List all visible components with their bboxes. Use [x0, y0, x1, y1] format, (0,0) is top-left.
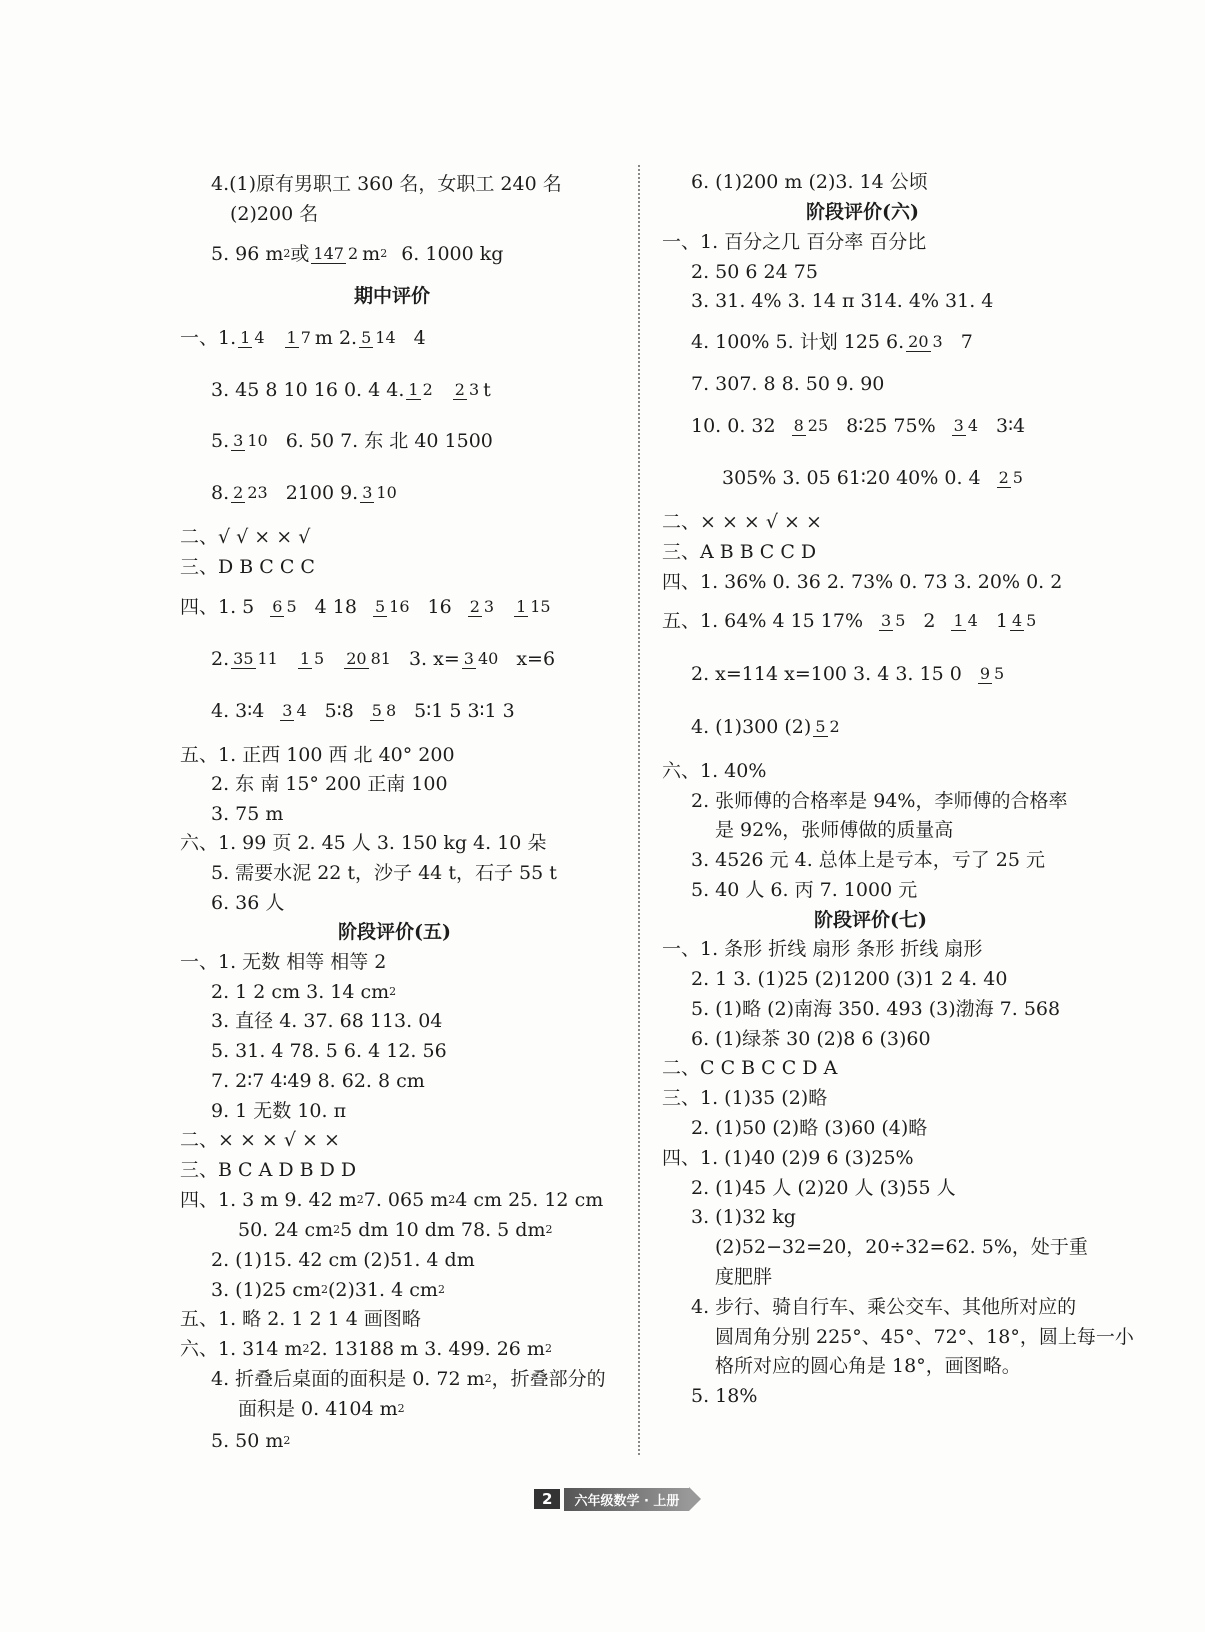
- answer-line: 2. (1)50 (2)略 (3)60 (4)略: [691, 1117, 928, 1139]
- answer-line: 8. 2 23 2100 9. 3 10: [211, 482, 397, 504]
- answer-line: 50. 24 cm 2 5 dm 10 dm 78. 5 dm 2: [238, 1219, 553, 1241]
- answer-line: 一、1. 百分之几 百分率 百分比: [662, 231, 927, 253]
- page-number: 2: [534, 1489, 560, 1509]
- answer-line: 三、D B C C C: [180, 556, 315, 578]
- answer-line: 五、1. 正西 100 西 北 40° 200: [180, 744, 455, 766]
- answer-line: 六、1. 99 页 2. 45 人 3. 150 kg 4. 10 朵: [180, 832, 547, 854]
- book-title: 六年级数学 · 上册: [564, 1488, 689, 1511]
- answer-line: 3. 4526 元 4. 总体上是亏本，亏了 25 元: [691, 849, 1046, 871]
- section-title: 阶段评价(七): [814, 909, 927, 931]
- page-footer: [534, 1487, 744, 1511]
- answer-line: 四、1. 3 m 9. 42 m 2 7. 065 m 2 4 cm 25. 12 cm: [180, 1189, 604, 1211]
- answer-line: 一、1. 无数 相等 相等 2: [180, 951, 387, 973]
- answer-line: 三、B C A D B D D: [180, 1159, 357, 1181]
- answer-line: 三、1. (1)35 (2)略: [662, 1087, 828, 1109]
- answer-line: 2. (1)45 人 (2)20 人 (3)55 人: [691, 1177, 956, 1199]
- answer-line: 5. 需要水泥 22 t，沙子 44 t，石子 55 t: [211, 862, 557, 884]
- column-divider: [638, 165, 640, 1455]
- answer-line: 5. 40 人 6. 丙 7. 1000 元: [691, 879, 918, 901]
- answer-line: 度肥胖: [715, 1266, 773, 1288]
- answer-line: 是 92%，张师傅做的质量高: [715, 819, 954, 841]
- answer-line: (2)200 名: [230, 203, 319, 225]
- answer-line: 4.(1)原有男职工 360 名，女职工 240 名: [211, 173, 562, 195]
- answer-line: 2. 1 2 cm 3. 14 cm 2: [211, 981, 397, 1003]
- answer-line: 三、A B B C C D: [662, 541, 817, 563]
- answer-line: 2. 东 南 15° 200 正南 100: [211, 773, 448, 795]
- answer-line: 9. 1 无数 10. π: [211, 1100, 347, 1122]
- answer-line: 4. 折叠后桌面的面积是 0. 72 m 2 ，折叠部分的: [211, 1368, 606, 1390]
- answer-line: 3. (1)32 kg: [691, 1206, 796, 1228]
- answer-line: 面积是 0. 4104 m 2: [238, 1398, 405, 1420]
- answer-line: 7. 2∶7 4∶49 8. 62. 8 cm: [211, 1070, 425, 1092]
- answer-line: 5. 31. 4 78. 5 6. 4 12. 56: [211, 1040, 447, 1062]
- answer-line: 2. (1)15. 42 cm (2)51. 4 dm: [211, 1249, 475, 1271]
- answer-line: 305% 3. 05 61∶20 40% 0. 4 2 5: [722, 467, 1023, 489]
- answer-line: 2. 35 11 1 5 20 81 3. x= 3 40 x=6: [211, 648, 556, 670]
- section-title: 阶段评价(六): [806, 201, 919, 223]
- answer-line: 5. 3 10 6. 50 7. 东 北 40 1500: [211, 430, 493, 452]
- answer-line: 圆周角分别 225°、45°、72°、18°，圆上每一小: [715, 1326, 1134, 1348]
- answer-line: 二、C C B C C D A: [662, 1057, 838, 1079]
- answer-line: 3. 45 8 10 16 0. 4 4. 1 2 2 3 t: [211, 379, 491, 401]
- answer-line: 5. 18%: [691, 1385, 758, 1407]
- answer-line: 2. 50 6 24 75: [691, 261, 818, 283]
- section-title: 期中评价: [354, 285, 431, 307]
- answer-line: 六、1. 40%: [662, 760, 767, 782]
- answer-line: 五、1. 64% 4 15 17% 3 5 2 1 4 1 4 5: [662, 610, 1037, 632]
- answer-line: 格所对应的圆心角是 18°，画图略。: [715, 1355, 1021, 1377]
- answer-line: 5. (1)略 (2)南海 350. 493 (3)渤海 7. 568: [691, 998, 1061, 1020]
- answer-line: 六、1. 314 m 2 2. 13188 m 3. 499. 26 m 2: [180, 1338, 552, 1360]
- answer-line: 四、1. (1)40 (2)9 6 (3)25%: [662, 1147, 914, 1169]
- answer-line: 二、√ √ × × √: [180, 526, 311, 548]
- answer-line: 4. 3∶4 3 4 5∶8 5 8 5∶1 5 3∶1 3: [211, 700, 515, 722]
- answer-line: 7. 307. 8 8. 50 9. 90: [691, 373, 885, 395]
- answer-line: 一、1. 条形 折线 扇形 条形 折线 扇形: [662, 938, 983, 960]
- answer-line: 3. 31. 4% 3. 14 π 314. 4% 31. 4: [691, 290, 994, 312]
- arrow-icon: [689, 1487, 701, 1511]
- answer-line: 4. 步行、骑自行车、乘公交车、其他所对应的: [691, 1296, 1077, 1318]
- answer-line: 3. 75 m: [211, 803, 284, 825]
- answer-line: 2. x=114 x=100 3. 4 3. 15 0 9 5: [691, 663, 1005, 685]
- section-title: 阶段评价(五): [338, 921, 451, 943]
- answer-line: 2. 张师傅的合格率是 94%，李师傅的合格率: [691, 790, 1068, 812]
- answer-line: 一、1. 1 4 1 7 m 2. 5 14 4: [180, 327, 426, 349]
- answer-line: 6. (1)绿茶 30 (2)8 6 (3)60: [691, 1028, 931, 1050]
- answer-line: (2)52−32=20，20÷32=62. 5%，处于重: [715, 1236, 1088, 1258]
- answer-line: 二、× × × √ × ×: [662, 511, 822, 533]
- fraction: 147 2: [313, 244, 359, 263]
- answer-line: 4. (1)300 (2) 5 2: [691, 716, 840, 738]
- answer-line: 四、1. 36% 0. 36 2. 73% 0. 73 3. 20% 0. 2: [662, 571, 1063, 593]
- answer-line: 3. 直径 4. 37. 68 113. 04: [211, 1010, 443, 1032]
- answer-line: 5. 96 m 2 或 147 2 m 2 6. 1000 kg: [211, 243, 504, 265]
- answer-line: 4. 100% 5. 计划 125 6. 20 3 7: [691, 331, 973, 353]
- answer-line: 二、× × × √ × ×: [180, 1129, 340, 1151]
- answer-line: 5. 50 m 2: [211, 1430, 291, 1452]
- answer-line: 3. (1)25 cm 2 (2)31. 4 cm 2: [211, 1279, 445, 1301]
- answer-line: 6. 36 人: [211, 892, 285, 914]
- answer-line: 四、1. 5 6 5 4 18 5 16 16 2 3 1 15: [180, 596, 551, 618]
- answer-line: 10. 0. 32 8 25 8∶25 75% 3 4 3∶4: [691, 415, 1026, 437]
- answer-line: 2. 1 3. (1)25 (2)1200 (3)1 2 4. 40: [691, 968, 1008, 990]
- answer-line: 6. (1)200 m (2)3. 14 公顷: [691, 171, 928, 193]
- answer-line: 五、1. 略 2. 1 2 1 4 画图略: [180, 1308, 421, 1330]
